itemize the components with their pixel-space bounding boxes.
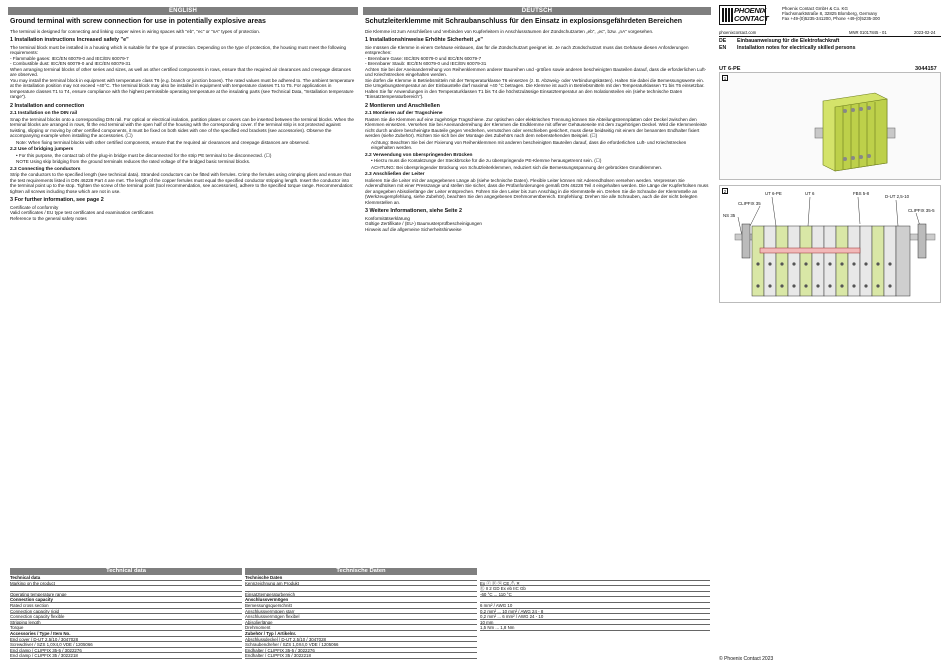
en-s1-text3: You may install the terminal block in equipment with temperature class T6 (e.g. branch or junction boxes). The rated values must be adhered to. The ambient temperature at the installation position may not exceed +40°C. The terminal block may also be installed in equipment with temperature classes T1 to T5. For applications in temperature classes T1 to T4, ensure compliance with the highest permissible operating temperature at the insulating parts (see Technical Data, "Installation temperature range"). [10,77,355,99]
en-doc-title [719,45,856,51]
en-lang-code: EN [719,45,727,51]
table-row: Anschlussvermögen flexibel [245,614,477,620]
en-s3-line-3: Reference to the general safety notes [10,215,87,221]
address-line: Flachsmarktstraße 8, 32825 Blomberg, Germany [782,11,878,17]
en-section-2-2: 2.2 Use of bridging jumpers [10,147,74,152]
de-section-2-2: 2.2 Verwendung von überspringenden Brücken [365,152,473,158]
figure-assembly-diagram [719,185,941,303]
en-section-2-3: 2.3 Connecting the conductors [10,166,81,172]
product-name: UT 6-PE [719,66,741,72]
label-ut6pe: UT 6-PE [765,191,782,196]
en-s21-text: Snap the terminal blocks onto a corresponding DIN rail. For optical or electrical isolation, partition plates or covers can be inserted between the terminal blocks. When the terminal blocks are arranged in rows, fit the end terminal with the open half of the housing with the corresponding cover. If the terminal strip is not protected against twisting, slipping or moving by other certified components, it must be fixed on both sides with one of the specified end brackets (see accessories). Observe the accompanying example when installing the accessories. (☐) [10,116,354,138]
en-s1-text2: When arranging terminal blocks of other series and sizes, as well as other certified components in rows, ensure that the required air clearances and creepage distances are observed. [10,66,351,77]
label-clipfix35-5: CLIPFIX 35-5 [908,208,935,213]
de-section-2: 2 Montieren und Anschließen [365,102,440,109]
de-s21-text: Rasten Sie die Klemmen auf eine zugehörige Tragschiene. Zur optischen oder elektrischen Trennung können Sie Abteilungstrennplatten oder Deckel zwischen den Klemmen einsetzen. Versehen Sie bei Aneinanderreihung der Klemmen die Endklemme mit offener Gehäuseseite mit dem zugehörigen Deckel. Wird die Klemmenleiste nicht durch andere bescheinigte Bauteile gegen Verdrehen, verrutschen oder verschieben gesichert, muss diese beidseitig mit einem der benannten Endhalter fixiert werden (siehe Zubehör). Richten Sie sich bei der Montage des Zubehörs nach dem nebenstehenden Beispiel. (☐) [365,116,707,138]
en-title: Ground terminal with screw connection for use in potentially explosive areas [10,18,266,25]
deutsch-column [365,16,709,346]
table-row: Drehmoment [245,625,477,631]
table-row: Technische Daten [245,575,477,581]
en-doc-title-text: Installation notes for electrically skilled persons [737,45,856,51]
de-doc-title [719,38,839,44]
english-column [10,16,355,326]
phoenix-contact-logo [719,5,769,25]
table-row: Connection capacity [10,597,242,603]
en-section-3: 3 For further information, see page 2 [10,197,104,204]
table-row: Connection capacity rigid [10,609,242,615]
company-address [782,6,880,22]
en-s22-note: NOTE Using skip bridging from the ground terminals reduces the rated voltage of the bridged basic terminal blocks. [16,159,251,165]
tech-data-header-en: Technical data [10,568,242,575]
table-row: Kennzeichnung am Produkt [245,581,477,587]
table-row: Anschlussvermögen starr [245,609,477,615]
de-s1-list-2: - Brennbarer Staub: IEC/EN 60079-0 und IEC/EN 60079-31 [365,61,487,66]
document-date: 2023-02-24 [914,30,936,35]
divider [719,36,941,37]
table-row: Operating temperature range [10,592,242,598]
de-s1-text2: Achten Sie bei der Aneinanderreihung von Reihenklemmen anderer Baureihen und -größen sowie anderen bescheinigten Bauteilen darauf, dass die erforderlichen Luft- und Kriechstrecken eingehalten werden. [365,66,707,77]
table-row: Torque [10,625,242,631]
table-row: Connection capacity flexible [10,614,242,620]
table-row: Endhalter / CLIPFIX 35 / 3022218 [245,653,477,659]
en-section-2-1: 2.1 Installation on the DIN rail [10,110,78,116]
figure-number: 2 [723,189,727,194]
value-cell: 0,2 mm² ... 10 mm² / AWG 24 - 8 [480,609,710,615]
copyright: © Phoenix Contact 2023 [719,656,774,662]
table-row: Zubehör / Typ / Artikelnr. [245,631,477,637]
value-cell: -60 °C ... 110 °C [480,592,710,598]
value-cell: Ⓔ II 2 GD Ex eb IIC Gb [480,586,710,592]
de-s3-line-1: Konformitätserklärung [365,215,410,221]
table-row: Accessories / Type / Item No. [10,631,242,637]
table-row: Technical data [10,575,242,581]
address-line: Phoenix Contact GmbH & Co. KG [782,6,848,11]
de-s22-text: • Hierzu muss die Kontaktzunge der Steckbrücke für die zu überspringende PE-Klemme herausgetrennt sein. (☐) [371,158,602,164]
address-line: Fax +49-(0)5235-341200, Phone +49-(0)5235-300 [782,16,880,22]
table-row: Schraubendreher / SZS 1,0X4,0 VDE / 1205066 [245,642,477,648]
de-s23-text: Isolieren Sie die Leiter mit der angegebenen Länge ab (siehe technische Daten). Flexible Leiter können mit Aderendhülsen versehen werden. Verpressen Sie Aderendhülsen mit einer Presszange und stellen Sie sicher, dass die Prüfanforderungen gemäß DIN 46228 Teil 4 eingehalten werden. Die Länge der Kupferhülsen muss der angegeben Abisolierlänge der Leiter entsprechen. Führen Sie den Leiter bis zum Anschlag in die Klemmstelle ein. Drehen Sie die Schraube der Klemmstelle an (Werkzeugempfehlung, siehe Zubehör), beachten Sie den angegebenen Drehmomentbereich. Empfehlung: Drehen Sie alle Schrauben, auch die der nicht belegten Klemmstellen an. [365,177,709,205]
de-s22-note: ACHTUNG: Bei überspringender Brückung von Schutzleiterklemmen, reduziert sich die Bemessungsspannung der gebrückten Grundklemmen. [371,164,663,170]
de-s1-list-1: - Brennbare Gase: IEC/EN 60079-0 und IEC/EN 60079-7 [365,55,482,61]
tech-data-header-de: Technische Daten [245,568,477,575]
tech-table-de [245,575,477,659]
table-row: Rated cross section [10,603,242,609]
article-number: 3044157 [915,66,937,72]
de-s3-line-3: Hinweis auf die allgemeine Sicherheitshinweise [365,226,462,232]
table-row: End cover / D-UT 2,5/10 / 3047028 [10,637,242,643]
de-s3-line-2: Gültige Zertifikate / (EU-) Baumusterprüfbescheinigungen [365,221,482,227]
header-english: ENGLISH [8,7,358,15]
de-section-2-3: 2.3 Anschließen der Leiter [365,172,425,178]
label-fbs: FBS 5-8 [853,191,870,196]
label-dut: D-UT 2,5-10 [885,194,910,199]
en-s23-text: Strip the conductors to the specified length (see technical data). Stranded conductors can be fitted with ferrules. Crimp the ferrules using crimping pliers and ensure that the test requirements listed in DIN 46228 Part 4 are met. The length of the copper ferrules must equal the specified conductor stripping length. Insert the conductor into the terminal point up to the stop. Tighten the screw of the terminal point (tool recommendation, see accessories), adhere to the specified torque range. Recommendation: tighten all screws including those which are not in use. [10,172,354,194]
de-title: Schutzleiterklemme mit Schraubanschluss für den Einsatz in explosionsgefährdeten Bereichen [365,18,683,25]
value-cell: 1,5 Nm ... 1,8 Nm [480,625,710,631]
figure-product-illustration [719,72,941,180]
de-intro: Die Klemme ist zum Anschließen und Verbinden von Kupferleitern in Anschlussräumen der Zündschutzarten „eb", „ec", bzw. „nA" vorgesehen. [365,28,654,34]
website-link[interactable]: phoenixcontact.com [719,30,757,35]
en-intro: The terminal is designed for connecting and linking copper wires in wiring spaces with "eb", "ec" or "nA" types of protection. [10,28,261,34]
value-cell: 0,2 mm² ... 6 mm² / AWG 24 - 10 [480,614,710,620]
en-s1-text: The terminal block must be installed in a housing which is suitable for the type of protection. Depending on the type of protection, the housing must meet the following requirements: [10,44,347,55]
en-s3-line-2: Valid certificates / EU type test certificates and examination certificates [10,210,154,216]
en-s21-note: Note: When fixing terminal blocks with other certified components, ensure that the required air clearances and creepage distances are observed. [16,139,310,145]
document-number: MNR 01017845 - 01 [849,30,887,35]
logo-mark-icon [722,8,733,22]
table-row: Abisolierlänge [245,620,477,626]
label-ns35: NS 35 [723,213,736,218]
de-doc-title-text: Einbauanweisung für die Elektrofachkraft [737,38,840,44]
de-section-3: 3 Weitere Informationen, siehe Seite 2 [365,208,462,215]
header-deutsch: DEUTSCH [363,7,711,15]
de-lang-code: DE [719,38,727,44]
en-s1-list-1: - Flammable gases: IEC/EN 60079-0 and IEC/EN 60079-7 [10,55,129,61]
de-s1-text: Sie müssen die Klemme in einem Gehäuse einbauen, das für die Zündschutzart geeignet ist. Je nach Zündschutzart muss das Gehäuse diesen Anforderungen entsprechen: [365,44,689,55]
table-row: Stripping length [10,620,242,626]
logo-text: PHOENIX CONTACT [734,6,769,24]
en-s3-line-1: Certificate of conformity [10,204,59,210]
brand-block [719,5,941,75]
figure-number: 1 [723,76,727,81]
en-section-2: 2 Installation and connection [10,102,85,109]
value-cell: 10 mm [480,620,710,626]
en-s22-text: • For this purpose, the contact tab of the plug-in bridge must be disconnected for the strip PE terminal to be disconnected. (☐) [16,152,272,158]
table-row: Bemessungsquerschnitt [245,603,477,609]
table-row: Screwdriver / SZS 1,0X4,0 VDE / 1205066 [10,642,242,648]
table-row: End clamp / CLIPFIX 35-5 / 3022276 [10,648,242,654]
value-cell: Ex ⓔ ⓟ ⓦ CE ⚠ ✕ [480,581,710,587]
tech-table-en [10,575,242,659]
assembly-drawing [720,186,940,302]
de-s21-note: Achtung: Beachten Sie bei der Fixierung von Reihenklemmen mit anderen bescheinigten Bauteilen darauf, dass die erforderlichen Luft- und Kriechstrecken eingehalten werden. [371,139,687,150]
de-section-2-1: 2.1 Montieren auf der Tragschiene [365,110,443,116]
table-row: Einsatztemperaturbereich [245,592,477,598]
table-row: End clamp / CLIPFIX 35 / 3022218 [10,653,242,659]
table-row: Endhalter / CLIPFIX 35-5 / 3022276 [245,648,477,654]
label-ut6: UT 6 [805,191,815,196]
de-section-1: 1 Installationshinweise Erhöhte Sicherheit „e" [365,37,483,44]
table-row: Marking on the product [10,581,242,587]
en-s1-list-2: - Combustible dust: IEC/EN 60079-0 and IEC/EN 60079-31 [10,61,131,66]
de-s1-text3: Sie dürfen die Klemme in Betriebsmitteln mit der Temperaturklasse T6 einsetzen (z. B. Abzweig- oder Verbindungskästen). Halten Sie dabei die Bemessungswerte ein. Die Umgebungstemperatur an der Einbaustelle darf maximal +40 °C betragen. Die Klemme ist auch in Betriebsmitteln mit den Temperaturklassen T1 bis T5 einsetzbar. Halten Sie für Anwendungen in den Temperaturklassen T1 bis T4 die höchstzulässige Einsatztemperatur an den Isolationsteilen ein (siehe technische Daten "Einsatztemperaturbereich"). [365,77,705,99]
value-cell: 6 mm² / AWG 10 [480,603,710,609]
tech-table-values [480,575,710,631]
table-row: Anschlussvermögen [245,597,477,603]
en-section-1: 1 Installation instructions Increased safety "e" [10,37,129,44]
terminal-block-drawing [720,73,940,179]
table-row: Abschlussdeckel / D-UT 2,5/10 / 3047028 [245,637,477,643]
label-clipfix35: CLIPFIX 35 [738,201,761,206]
